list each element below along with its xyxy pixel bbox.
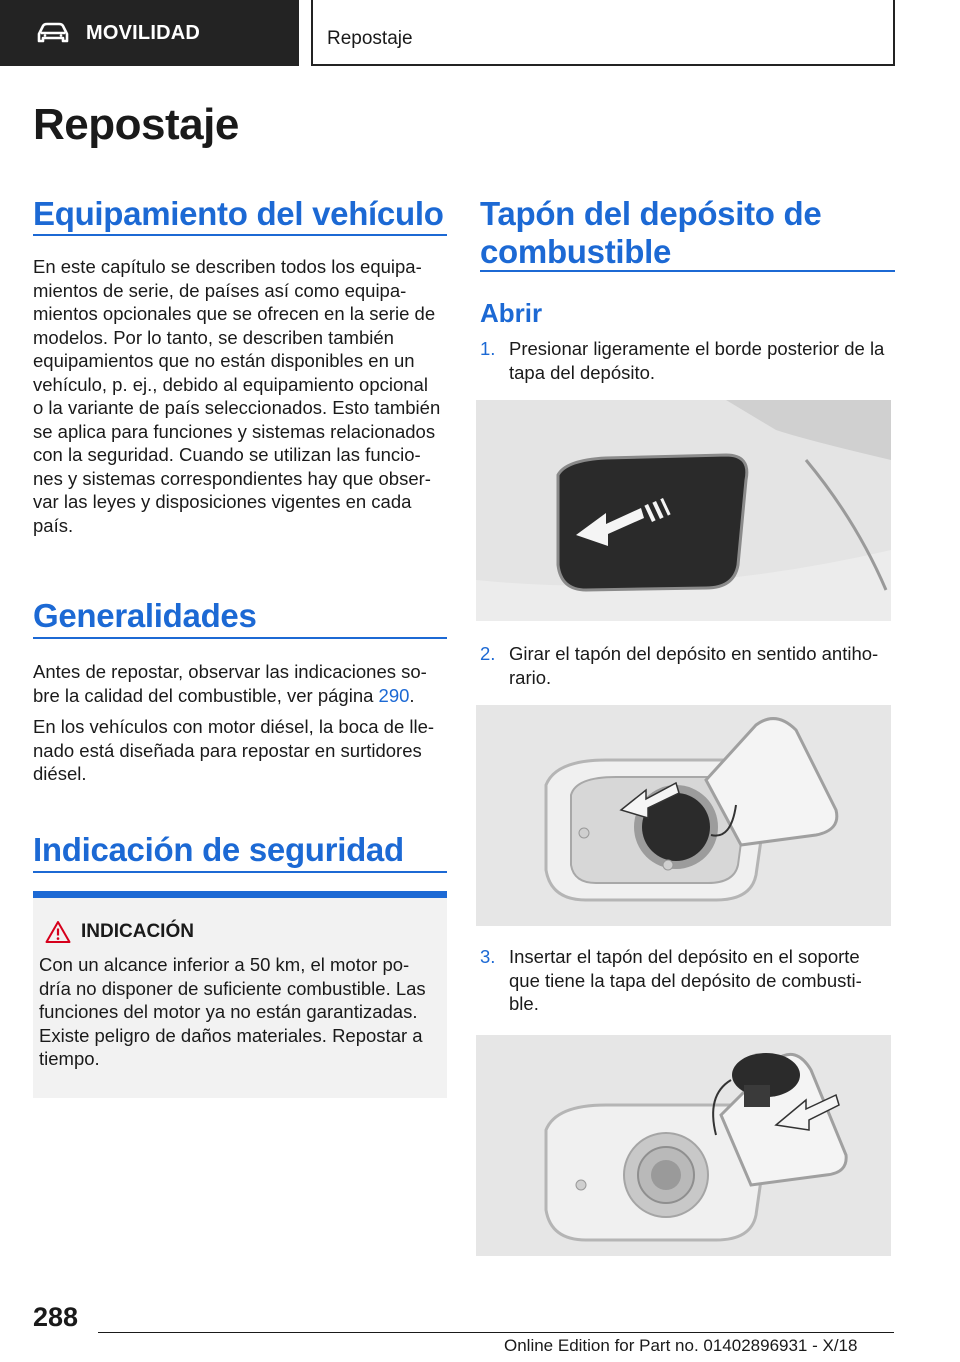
text-line: con la seguridad. Cuando se utilizan las funcio- [33,444,421,465]
text-line: diésel. [33,763,87,784]
heading-line: Tapón del depósito de [480,195,822,232]
text-line: tapa del depósito. [509,361,656,383]
text-line: funciones del motor ya no están garantizadas. [39,1001,418,1022]
warning-label: INDICACIÓN [81,921,194,942]
heading-general: Generalidades [33,597,257,634]
text-line: En los vehículos con motor diésel, la boca de lle- [33,716,435,737]
text-line: ble. [509,993,539,1014]
page-reference-link[interactable]: 290 [378,684,410,706]
text-line [33,684,453,708]
page-number: 288 [33,1302,79,1332]
fuel-cap-holder-illustration [476,1035,891,1256]
text-line: mientos opcionales que se ofrecen en la serie de [33,303,436,324]
fuel-flap-illustration [476,400,891,621]
heading-line: combustible [480,233,672,270]
figure-insert-fuel-cap [476,1035,891,1256]
heading-safety: Indicación de seguridad [33,831,404,868]
figure-press-fuel-flap [476,400,891,621]
fuel-cap-illustration [476,705,891,926]
text-line: se aplica para funciones y sistemas relacionados [33,420,436,442]
text-line: Con un alcance inferior a 50 km, el motor po- [39,954,410,975]
step-text [509,945,896,1016]
text-line: equipamientos que no están disponibles en un [33,350,415,371]
vehicle-equipment-text [33,255,453,537]
section-label: MOVILIDAD [86,21,201,44]
footer-rule [98,1332,894,1333]
text-line: var las leyes y disposiciones vigentes en cada [33,491,412,512]
heading-rule [33,871,447,873]
step-1 [480,337,896,384]
text-line: Existe peligro de daños materiales. Repostar a [39,1024,423,1046]
warning-header [45,920,194,944]
step-text [509,642,896,689]
text-line: Presionar ligeramente el borde posterior de la [509,338,885,359]
text-line: Insertar el tapón del depósito en el soporte [509,946,860,967]
text-line: o la variante de país seleccionados. Esto también [33,397,441,418]
warning-bar [33,891,447,898]
figure-turn-fuel-cap [476,705,891,926]
warning-text [39,953,439,1071]
chapter-tab [311,0,895,66]
heading-rule [33,234,447,236]
subheading-open: Abrir [480,298,543,328]
text-line: mientos de serie, de países así como equipa- [33,279,407,301]
warning-triangle-icon [45,920,71,944]
text-line: Antes de repostar, observar las indicaciones so- [33,661,427,682]
step-number: 3. [480,946,496,967]
chapter-label: Repostaje [327,28,413,49]
car-icon [36,22,70,44]
text-run: bre la calidad del combustible, ver página [33,684,379,706]
step-number: 2. [480,643,496,664]
text-run: . [409,684,415,706]
footer-edition: Online Edition for Part no. 01402896931 - X/18 [504,1336,858,1355]
section-tab [0,0,299,66]
heading-rule [33,637,447,639]
page-title: Repostaje [33,100,239,149]
text-line: que tiene la tapa del depósito de combusti- [509,969,862,991]
text-line: En este capítulo se describen todos los equipa- [33,256,422,277]
step-2 [480,642,896,689]
general-text [33,660,453,786]
text-line: tiempo. [39,1048,100,1069]
text-line: vehículo, p. ej., debido al equipamiento opcional [33,373,428,395]
text-line: modelos. Por lo tanto, se describen también [33,326,394,348]
text-line: nes y sistemas correspondientes hay que obser- [33,467,431,489]
step-text [509,337,896,384]
text-line: Girar el tapón del depósito en sentido antiho- [509,643,879,664]
heading-fuel-cap [480,195,821,271]
text-line: nado está diseñada para repostar en surtidores [33,739,422,761]
step-3 [480,945,896,1016]
heading-rule [480,270,895,272]
step-number: 1. [480,338,496,359]
text-line: dría no disponer de suficiente combustible. Las [39,977,426,999]
heading-vehicle-equipment: Equipamiento del vehículo [33,195,444,232]
text-line: país. [33,514,74,536]
text-line: rario. [509,666,552,688]
